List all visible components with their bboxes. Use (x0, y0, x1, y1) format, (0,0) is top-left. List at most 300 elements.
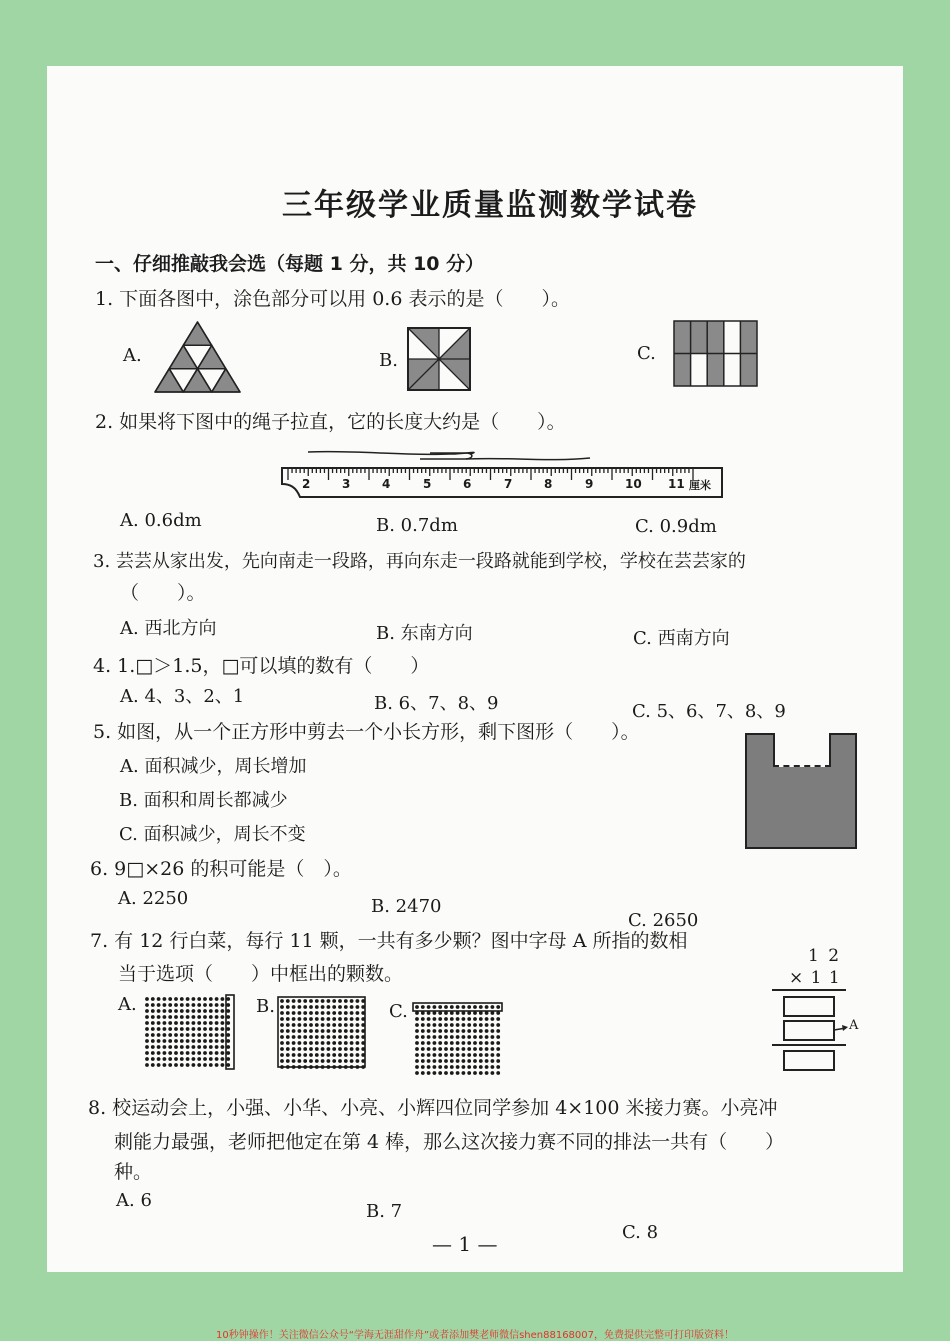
grid-dot (168, 1009, 172, 1013)
grid-dot (438, 1029, 442, 1033)
grid-dot (209, 1021, 213, 1025)
grid-dot (215, 1021, 219, 1025)
question-6-stem: 6. 9□×26 的积可能是（ ）。 (90, 858, 352, 880)
grid-dot (151, 1033, 155, 1037)
grid-dot (421, 1053, 425, 1057)
grid-dot (473, 1047, 477, 1051)
grid-dot (327, 1017, 331, 1021)
grid-dot (450, 1023, 454, 1027)
grid-dot (298, 1011, 302, 1015)
grid-dot (444, 1065, 448, 1069)
grid-dot (226, 1057, 230, 1061)
grid-dot (186, 1021, 190, 1025)
grid-dot (356, 1053, 360, 1057)
grid-dot (496, 1065, 500, 1069)
grid-dot (292, 1029, 296, 1033)
question-5-stem: 5. 如图，从一个正方形中剪去一个小长方形，剩下图形（ ）。 (93, 721, 640, 743)
grid-dot (496, 1017, 500, 1021)
grid-dot (491, 1041, 495, 1045)
grid-dot (344, 1011, 348, 1015)
grid-dot (415, 1023, 419, 1027)
grid-dot (145, 997, 149, 1001)
grid-dot (467, 1065, 471, 1069)
grid-dot (292, 1005, 296, 1009)
grid-dot (450, 1047, 454, 1051)
grid-dot (450, 1071, 454, 1075)
q5-option-b: B. 面积和周长都减少 (119, 790, 288, 811)
grid-dot (163, 1027, 167, 1031)
grid-dot (315, 1011, 319, 1015)
grid-dot (350, 1059, 354, 1063)
grid-dot (433, 1023, 437, 1027)
grid-dot (456, 1029, 460, 1033)
grid-dot (180, 1045, 184, 1049)
grid-dot (309, 1005, 313, 1009)
grid-dot (438, 1005, 442, 1009)
q3-option-a: A. 西北方向 (120, 618, 217, 639)
grid-dot (180, 1015, 184, 1019)
grid-dot (197, 1039, 201, 1043)
grid-dot (338, 999, 342, 1003)
grid-dot (203, 1033, 207, 1037)
grid-dot (298, 999, 302, 1003)
q8-option-b: B. 7 (366, 1201, 403, 1222)
grid-dot (163, 1051, 167, 1055)
ruler-label: 2 (302, 477, 311, 491)
grid-dot (438, 1053, 442, 1057)
grid-dot (315, 1023, 319, 1027)
question-1-stem: 1. 下面各图中，涂色部分可以用 0.6 表示的是（ ）。 (95, 288, 570, 310)
grid-dot (356, 1041, 360, 1045)
grid-dot (186, 1057, 190, 1061)
grid-dot (192, 1051, 196, 1055)
grid-dot (209, 1033, 213, 1037)
grid-dot (186, 1003, 190, 1007)
grid-dot (485, 1035, 489, 1039)
grid-dot (485, 1017, 489, 1021)
grid-dot (286, 1041, 290, 1045)
grid-dot (321, 1017, 325, 1021)
dot-grid-b (278, 997, 372, 1073)
grid-dot (356, 999, 360, 1003)
grid-dot (303, 1047, 307, 1051)
grid-dot (321, 1011, 325, 1015)
grid-dot (444, 1053, 448, 1057)
grid-dot (321, 1023, 325, 1027)
grid-dot (415, 1005, 419, 1009)
grid-dot (174, 1057, 178, 1061)
grid-dot (215, 1003, 219, 1007)
grid-dot (226, 1033, 230, 1037)
grid-dot (145, 1057, 149, 1061)
grid-dot (427, 1035, 431, 1039)
grid-dot (221, 1063, 225, 1067)
grid-dot (168, 1027, 172, 1031)
grid-dot (338, 1005, 342, 1009)
grid-dot (438, 1065, 442, 1069)
grid-dot (145, 1033, 149, 1037)
grid-dot (332, 1053, 336, 1057)
grid-dot (209, 1003, 213, 1007)
grid-dot (192, 1027, 196, 1031)
grid-dot (180, 1033, 184, 1037)
grid-dot (467, 1035, 471, 1039)
grid-dot (192, 1033, 196, 1037)
grid-dot (479, 1029, 483, 1033)
grid-dot (298, 1005, 302, 1009)
grid-dot (192, 1003, 196, 1007)
grid-dot (479, 1041, 483, 1045)
grid-dot (473, 1065, 477, 1069)
grid-dot (203, 1039, 207, 1043)
ruler-label: 5 (423, 477, 432, 491)
grid-dot (496, 1053, 500, 1057)
grid-dot (462, 1053, 466, 1057)
grid-dot (192, 1021, 196, 1025)
grid-dot (433, 1071, 437, 1075)
grid-dot (226, 1063, 230, 1067)
grid-dot (203, 1063, 207, 1067)
ruler-label: 4 (382, 477, 391, 491)
grid-dot (467, 1041, 471, 1045)
grid-dot (491, 1023, 495, 1027)
grid-dot (438, 1059, 442, 1063)
grid-dot (298, 1029, 302, 1033)
grid-dot (350, 1017, 354, 1021)
grid-dot (286, 999, 290, 1003)
grid-dot (197, 1009, 201, 1013)
grid-dot (163, 1057, 167, 1061)
grid-dot (467, 1047, 471, 1051)
grid-dot (479, 1023, 483, 1027)
grid-dot (174, 997, 178, 1001)
grid-dot (344, 1059, 348, 1063)
grid-dot (203, 1057, 207, 1061)
grid-dot (356, 1005, 360, 1009)
grid-dot (496, 1041, 500, 1045)
grid-dot (221, 1015, 225, 1019)
grid-dot (309, 1053, 313, 1057)
grid-dot (462, 1029, 466, 1033)
grid-dot (427, 1071, 431, 1075)
grid-dot (438, 1017, 442, 1021)
grid-dot (215, 997, 219, 1001)
grid-dot (292, 1011, 296, 1015)
grid-dot (197, 1051, 201, 1055)
ruler-unit: 厘米 (689, 479, 711, 492)
question-7-stem-cont: 当于选项（ ）中框出的颗数。 (118, 963, 404, 985)
grid-dot (292, 1059, 296, 1063)
grid-dot (157, 1033, 161, 1037)
grid-dot (163, 1063, 167, 1067)
grid-dot (180, 1051, 184, 1055)
grid-dot (151, 1015, 155, 1019)
grid-dot (438, 1071, 442, 1075)
grid-dot (280, 1017, 284, 1021)
grid-dot (444, 1035, 448, 1039)
grid-dot (485, 1005, 489, 1009)
grid-dot (427, 1041, 431, 1045)
grid-dot (467, 1059, 471, 1063)
grid-dot (444, 1047, 448, 1051)
grid-dot (350, 1053, 354, 1057)
grid-dot (303, 1011, 307, 1015)
grid-dot (356, 1029, 360, 1033)
grid-dot (462, 1047, 466, 1051)
grid-dot (479, 1071, 483, 1075)
grid-dot (462, 1023, 466, 1027)
grid-dot (433, 1059, 437, 1063)
grid-dot (462, 1017, 466, 1021)
grid-dot (338, 1011, 342, 1015)
grid-dot (485, 1029, 489, 1033)
grid-dot (327, 1041, 331, 1045)
grid-dot (163, 1021, 167, 1025)
grid-dot (473, 1035, 477, 1039)
grid-dot (350, 1047, 354, 1051)
grid-dot (350, 999, 354, 1003)
grid-dot (209, 1063, 213, 1067)
grid-dot (192, 1039, 196, 1043)
grid-dot (356, 1047, 360, 1051)
grid-dot (280, 1041, 284, 1045)
grid-dot (192, 1063, 196, 1067)
grid-dot (298, 1017, 302, 1021)
grid-dot (496, 1023, 500, 1027)
grid-dot (427, 1053, 431, 1057)
question-8-stem: 8. 校运动会上，小强、小华、小亮、小辉四位同学参加 4×100 米接力赛。小亮冲 (88, 1097, 778, 1119)
grid-dot (192, 1015, 196, 1019)
question-3-stem-cont: （ ）。 (120, 582, 206, 604)
grid-dot (315, 1035, 319, 1039)
grid-dot (226, 1039, 230, 1043)
grid-dot (479, 1005, 483, 1009)
grid-dot (157, 1057, 161, 1061)
grid-dot (450, 1059, 454, 1063)
grid-dot (444, 1005, 448, 1009)
grid-dot (444, 1029, 448, 1033)
grid-dot (485, 1071, 489, 1075)
grid-dot (163, 1009, 167, 1013)
grid-dot (303, 999, 307, 1003)
grid-dot (286, 1005, 290, 1009)
grid-dot (332, 1029, 336, 1033)
q4-option-c: C. 5、6、7、8、9 (632, 701, 786, 722)
grid-dot (421, 1017, 425, 1021)
grid-dot (321, 1041, 325, 1045)
grid-dot (197, 1063, 201, 1067)
grid-dot (332, 1035, 336, 1039)
grid-dot (327, 1059, 331, 1063)
grid-dot (433, 1053, 437, 1057)
grid-dot (292, 1035, 296, 1039)
grid-dot (485, 1053, 489, 1057)
grid-dot (203, 1003, 207, 1007)
grid-dot (456, 1071, 460, 1075)
grid-dot (344, 1005, 348, 1009)
grid-dot (450, 1065, 454, 1069)
grid-dot (192, 1045, 196, 1049)
grid-dot (444, 1041, 448, 1045)
grid-dot (168, 1033, 172, 1037)
question-8-stem-cont: 刺能力最强，老师把他定在第 4 棒，那么这次接力赛不同的排法一共有（ ） (114, 1131, 785, 1153)
grid-dot (456, 1023, 460, 1027)
grid-dot (163, 1033, 167, 1037)
grid-rectangle-figure (674, 321, 757, 386)
q3-option-c: C. 西南方向 (633, 628, 730, 649)
grid-dot (286, 1023, 290, 1027)
grid-dot (221, 1033, 225, 1037)
grid-dot (332, 999, 336, 1003)
grid-dot (344, 1017, 348, 1021)
grid-dot (338, 1041, 342, 1045)
grid-dot (186, 1033, 190, 1037)
grid-dot (315, 999, 319, 1003)
grid-dot (433, 1035, 437, 1039)
grid-dot (350, 1023, 354, 1027)
q7-option-a-label: A. (118, 994, 137, 1015)
grid-dot (338, 1047, 342, 1051)
grid-dot (286, 1011, 290, 1015)
grid-dot (421, 1041, 425, 1045)
grid-dot (315, 1029, 319, 1033)
grid-dot (467, 1017, 471, 1021)
grid-dot (456, 1005, 460, 1009)
grid-dot (298, 1047, 302, 1051)
grid-dot (467, 1023, 471, 1027)
grid-dot (186, 1027, 190, 1031)
q7-option-b-label: B. (256, 996, 275, 1017)
grid-dot (168, 1039, 172, 1043)
grid-dot (315, 1053, 319, 1057)
grid-dot (479, 1017, 483, 1021)
grid-dot (186, 997, 190, 1001)
grid-dot (415, 1035, 419, 1039)
grid-dot (421, 1005, 425, 1009)
grid-dot (321, 1005, 325, 1009)
grid-dot (209, 1015, 213, 1019)
ruler-label: 7 (504, 477, 513, 491)
dot-grid-a (143, 995, 237, 1071)
grid-dot (415, 1071, 419, 1075)
grid-dot (415, 1041, 419, 1045)
grid-dot (491, 1017, 495, 1021)
grid-dot (203, 1009, 207, 1013)
grid-dot (462, 1041, 466, 1045)
grid-dot (168, 1063, 172, 1067)
grid-dot (151, 1021, 155, 1025)
grid-dot (168, 1051, 172, 1055)
square-sector-figure (408, 328, 470, 390)
grid-dot (197, 1021, 201, 1025)
grid-dot (415, 1047, 419, 1051)
grid-dot (203, 1045, 207, 1049)
grid-dot (186, 1051, 190, 1055)
grid-dot (151, 1045, 155, 1049)
grid-dot (427, 1059, 431, 1063)
grid-dot (209, 1027, 213, 1031)
grid-dot (157, 1015, 161, 1019)
grid-dot (332, 1047, 336, 1051)
grid-dot (292, 999, 296, 1003)
grid-dot (421, 1029, 425, 1033)
cut-out-rectangle (773, 733, 831, 767)
grid-dot (280, 1029, 284, 1033)
grid-dot (157, 1027, 161, 1031)
grid-dot (344, 1023, 348, 1027)
grid-dot (338, 1053, 342, 1057)
q3-option-b: B. 东南方向 (376, 623, 473, 644)
mult-multiplier: × 1 1 (789, 968, 841, 988)
grid-dot (186, 1039, 190, 1043)
grid-dot (456, 1065, 460, 1069)
grid-dot (145, 1003, 149, 1007)
grid-dot (298, 1041, 302, 1045)
grid-dot (462, 1065, 466, 1069)
grid-dot (180, 1027, 184, 1031)
grid-dot (338, 1035, 342, 1039)
grid-dot (186, 1009, 190, 1013)
grid-dot (163, 997, 167, 1001)
grid-dot (421, 1047, 425, 1051)
grid-dot (332, 1023, 336, 1027)
grid-dot (145, 1027, 149, 1031)
grid-dot (145, 1045, 149, 1049)
grid-dot (350, 1035, 354, 1039)
grid-dot (168, 1057, 172, 1061)
grid-dot (303, 1035, 307, 1039)
grid-dot (215, 1063, 219, 1067)
grid-dot (433, 1017, 437, 1021)
q2-option-c: C. 0.9dm (635, 516, 717, 537)
grid-dot (491, 1059, 495, 1063)
grid-dot (473, 1017, 477, 1021)
grid-dot (450, 1017, 454, 1021)
grid-dot (491, 1035, 495, 1039)
grid-dot (203, 1021, 207, 1025)
grid-dot (286, 1035, 290, 1039)
grid-dot (203, 1051, 207, 1055)
grid-dot (467, 1005, 471, 1009)
grid-dot (292, 1053, 296, 1057)
grid-dot (444, 1059, 448, 1063)
grid-dot (145, 1051, 149, 1055)
grid-dot (485, 1041, 489, 1045)
grid-dot (203, 1015, 207, 1019)
ruler-label: 11 (668, 477, 685, 491)
pointer-label-a: A (849, 1018, 859, 1033)
grid-dot (286, 1047, 290, 1051)
grid-dot (450, 1053, 454, 1057)
ruler-label: 6 (463, 477, 472, 491)
grid-dot (491, 1047, 495, 1051)
grid-dot (321, 1059, 325, 1063)
grid-dot (280, 1047, 284, 1051)
q6-option-a: A. 2250 (118, 888, 189, 909)
grid-dot (327, 1005, 331, 1009)
grid-dot (467, 1053, 471, 1057)
grid-dot (315, 1005, 319, 1009)
grid-dot (356, 1023, 360, 1027)
grid-dot (303, 1017, 307, 1021)
grid-dot (157, 1003, 161, 1007)
grid-dot (215, 1027, 219, 1031)
grid-dot (327, 1053, 331, 1057)
grid-dot (438, 1035, 442, 1039)
grid-dot (485, 1047, 489, 1051)
grid-dot (215, 1045, 219, 1049)
grid-dot (338, 1029, 342, 1033)
